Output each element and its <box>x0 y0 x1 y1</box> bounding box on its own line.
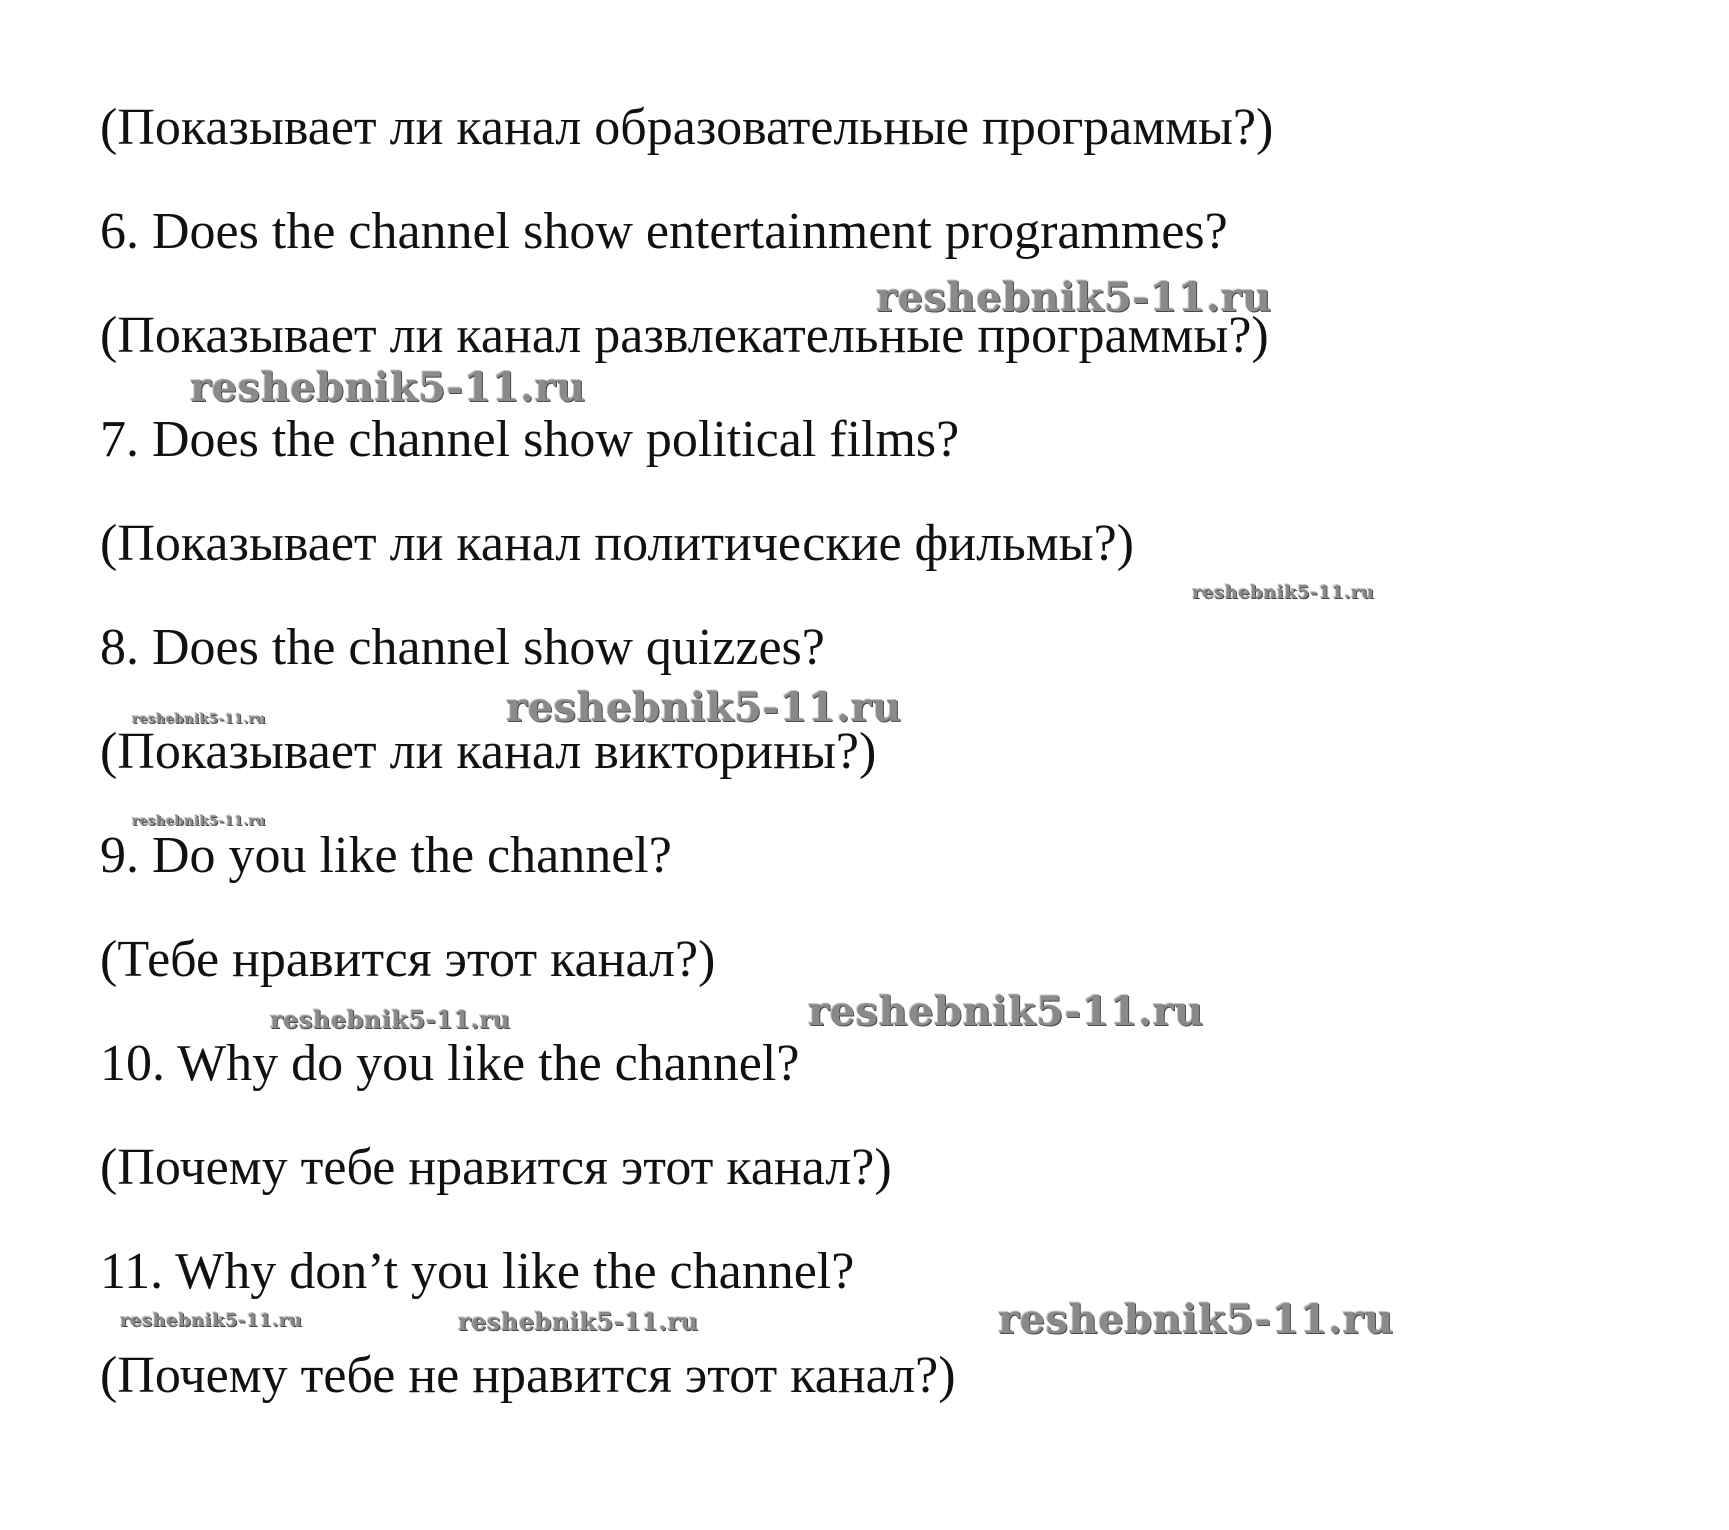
text-line-translation-11: (Почему тебе не нравится этот канал?) <box>100 1347 956 1404</box>
watermark: reshebnik5-11.ru <box>1192 582 1375 603</box>
watermark: reshebnik5-11.ru <box>808 988 1204 1035</box>
text-line-translation-5: (Показывает ли канал образовательные программы?) <box>100 99 1274 156</box>
watermark: reshebnik5-11.ru <box>190 364 586 411</box>
text-line-translation-9: (Тебе нравится этот канал?) <box>100 931 716 988</box>
watermark: reshebnik5-11.ru <box>458 1307 699 1336</box>
text-line-question-6: 6. Does the channel show entertainment programmes? <box>100 203 1228 260</box>
watermark: reshebnik5-11.ru <box>132 814 267 829</box>
text-line-translation-8: (Показывает ли канал викторины?) <box>100 723 877 780</box>
watermark: reshebnik5-11.ru <box>506 684 902 731</box>
watermark: reshebnik5-11.ru <box>120 1310 303 1331</box>
text-line-question-10: 10. Why do you like the channel? <box>100 1035 800 1092</box>
text-line-question-9: 9. Do you like the channel? <box>100 827 672 884</box>
text-line-translation-10: (Почему тебе нравится этот канал?) <box>100 1139 892 1196</box>
watermark: reshebnik5-11.ru <box>876 274 1272 321</box>
text-line-question-7: 7. Does the channel show political films? <box>100 411 960 468</box>
text-line-question-11: 11. Why don’t you like the channel? <box>100 1243 855 1300</box>
watermark: reshebnik5-11.ru <box>270 1005 511 1034</box>
text-line-translation-7: (Показывает ли канал политические фильмы?) <box>100 515 1134 572</box>
watermark: reshebnik5-11.ru <box>998 1296 1394 1343</box>
watermark: reshebnik5-11.ru <box>132 712 267 727</box>
text-line-translation-6: (Показывает ли канал развлекательные программы?) <box>100 307 1269 364</box>
text-line-question-8: 8. Does the channel show quizzes? <box>100 619 825 676</box>
